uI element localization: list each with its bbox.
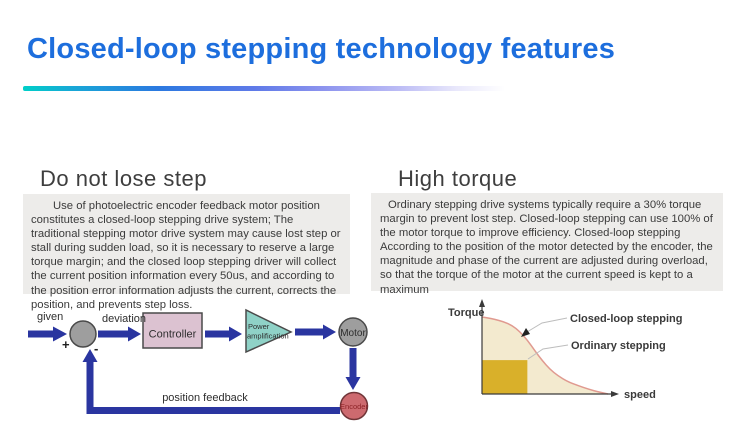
y-axis-label: Torque (448, 307, 485, 319)
section-heading-no-lost-step: Do not lose step (40, 166, 207, 191)
page-title: Closed-loop stepping technology features (27, 33, 616, 65)
deviation-label: deviation (102, 313, 147, 325)
arrow-deviation-head (128, 327, 141, 342)
given-label: given (37, 311, 64, 323)
summing-junction-node (70, 321, 96, 347)
paragraph-high-torque: Ordinary stepping drive systems typically require a 30% torque margin to prevent lost step. Closed-loop stepping can use 100% of the motor torque to improve efficiency. Closed-loop stepping According to the position of the motor detected by the encoder, the magnitude and phase of the current are adjusted during overload, so that the torque of the motor at the current speed is kept to a maximum (371, 193, 723, 291)
closed-loop-callout-label: Closed-loop stepping (570, 313, 683, 325)
encoder-label: Encoder (340, 402, 368, 411)
position-feedback-label: position feedback (162, 392, 248, 404)
arrow-controller-to-amp-head (229, 327, 242, 342)
minus-sign: - (94, 341, 99, 356)
arrow-motor-to-encoder-head (346, 377, 361, 390)
closed-loop-leader-line (527, 318, 567, 332)
controller-label: Controller (148, 328, 197, 341)
closed-loop-pointer-icon (521, 328, 530, 337)
title-underline-gradient (23, 86, 505, 91)
x-axis-arrow-icon (611, 391, 619, 397)
x-axis-label: speed (624, 389, 656, 401)
y-axis-arrow-icon (479, 299, 485, 307)
motor-label: Motor (340, 328, 366, 339)
plus-sign: + (62, 337, 70, 352)
section-heading-high-torque: High torque (398, 166, 518, 191)
power-amp-label-line2: amplification (247, 331, 289, 341)
ordinary-callout-label: Ordinary stepping (571, 340, 666, 352)
arrow-amp-to-motor-head (323, 325, 336, 340)
paragraph-no-lost-step: Use of photoelectric encoder feedback motor position constitutes a closed-loop stepping drive system; The traditional stepping motor drive system may cause lost step or stall during sudden load, so it is necessary to reserve a large torque margin; and the closed loop stepping driver will collect the current position information every 50us, and according to the position error information adjusts the current, corrects the position, and prevents step loss. (23, 194, 350, 294)
ordinary-region (482, 360, 527, 394)
power-amp-label-line1: Power (248, 322, 270, 331)
torque-speed-chart (440, 295, 705, 410)
control-loop-diagram (10, 300, 400, 437)
